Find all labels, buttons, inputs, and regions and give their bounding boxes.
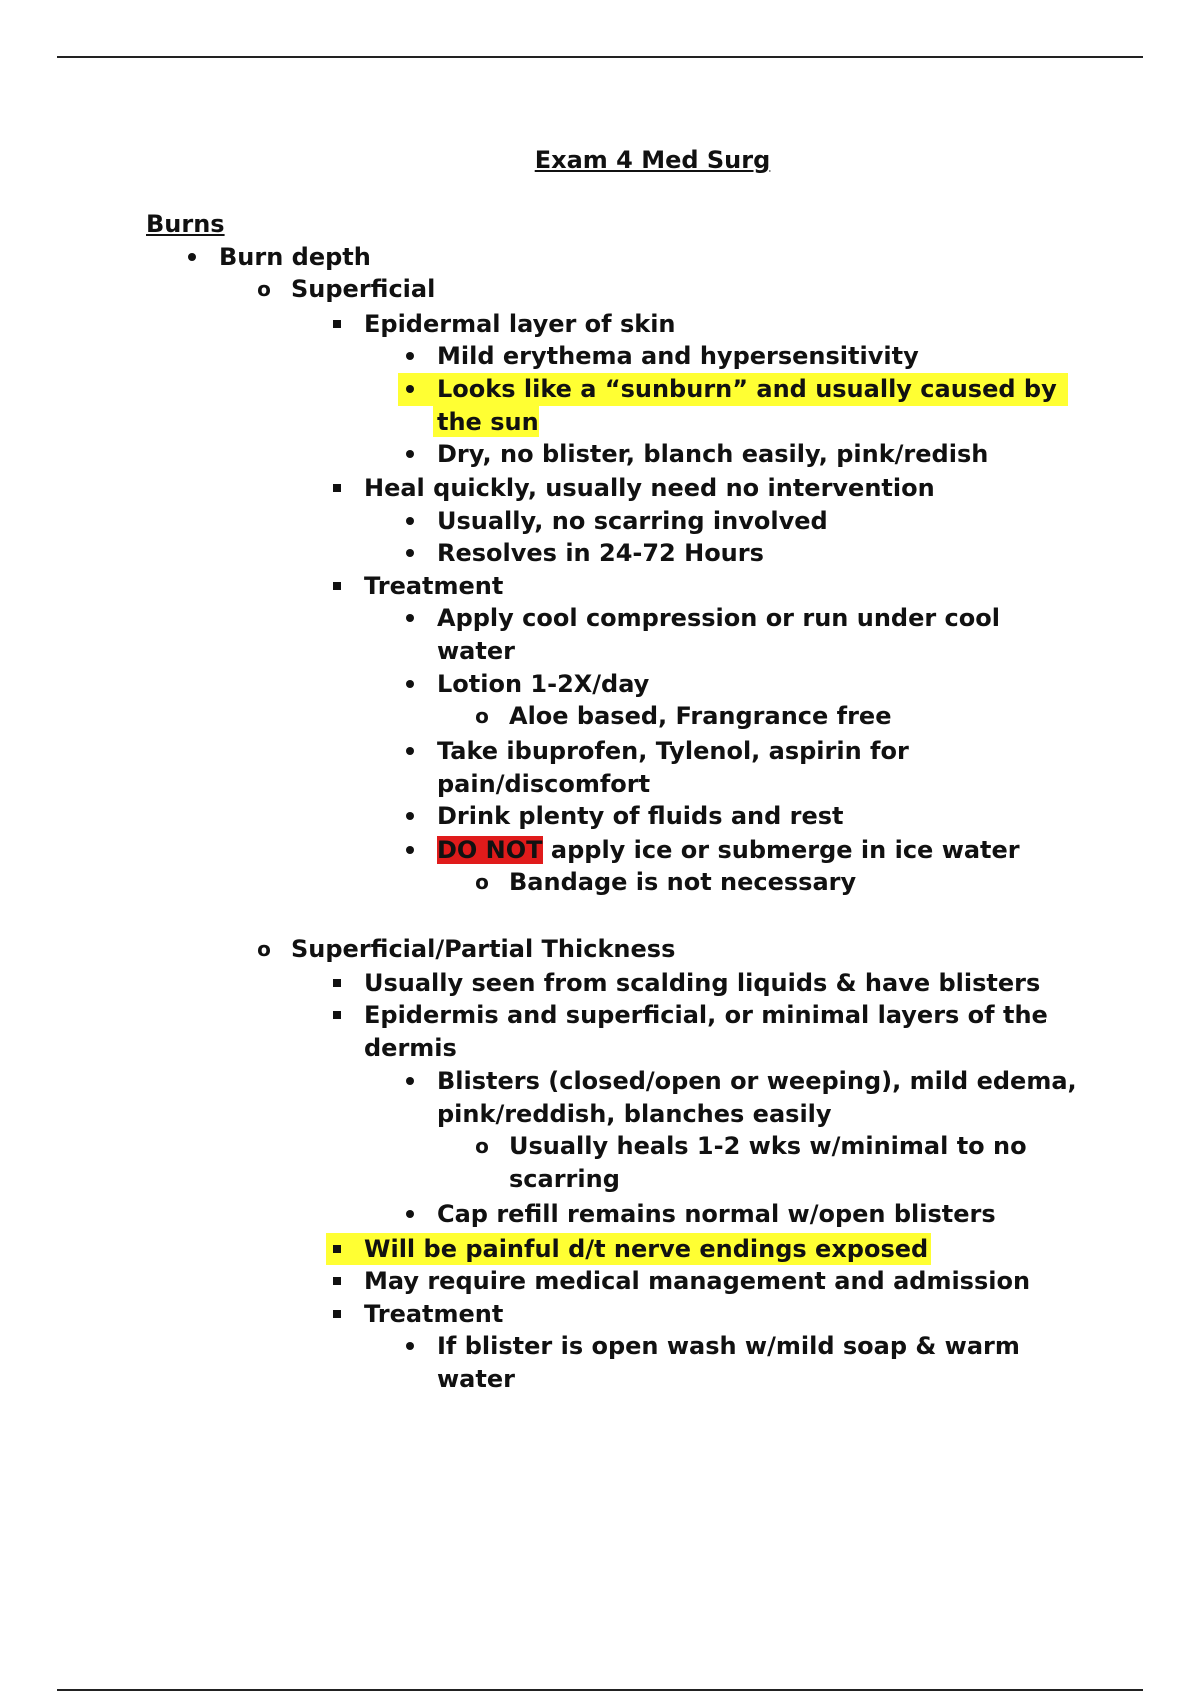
bullet-icon: [395, 602, 425, 634]
square-bullet-icon: [322, 1233, 352, 1265]
list-item: Treatment: [364, 570, 1084, 603]
list-item: Apply cool compression or run under cool water: [437, 602, 1057, 667]
square-bullet-icon: [322, 1298, 352, 1330]
list-item: Epidermal layer of skin: [364, 308, 1084, 341]
bullet-icon: [395, 505, 425, 537]
bullet-icon: [395, 735, 425, 767]
list-item: If blister is open wash w/mild soap & warm water: [437, 1330, 1057, 1395]
square-bullet-icon: [322, 570, 352, 602]
list-item: Usually, no scarring involved: [437, 505, 1087, 538]
circle-bullet-icon: o: [475, 703, 489, 728]
square-bullet-icon: [322, 967, 352, 999]
square-bullet-icon: [322, 308, 352, 340]
list-item: Burn depth: [219, 241, 1079, 274]
bullet-icon: [395, 1198, 425, 1230]
list-item: Cap refill remains normal w/open blisters: [437, 1198, 1087, 1231]
bullet-icon: [395, 1330, 425, 1362]
bullet-icon: [395, 800, 425, 832]
list-item: Take ibuprofen, Tylenol, aspirin for pain/discomfort: [437, 735, 997, 800]
list-item: Resolves in 24-72 Hours: [437, 537, 1087, 570]
bullet-icon: [395, 340, 425, 372]
page-title: Exam 4 Med Surg: [534, 146, 771, 174]
do-not-warning: DO NOT: [437, 836, 543, 864]
bullet-icon: [177, 241, 207, 273]
header-rule: [57, 56, 1143, 58]
square-bullet-icon: [322, 1265, 352, 1297]
bullet-icon: [395, 834, 425, 866]
list-item: Mild erythema and hypersensitivity: [437, 340, 1087, 373]
list-item-highlighted: Looks like a “sunburn” and usually caused by the sun: [437, 373, 1077, 438]
list-item: Treatment: [364, 1298, 1084, 1331]
circle-bullet-icon: o: [257, 276, 271, 301]
list-item: Dry, no blister, blanch easily, pink/redish: [437, 438, 1087, 471]
list-item: o Usually heals 1-2 wks w/minimal to no scarring: [509, 1130, 1049, 1195]
bullet-icon: [395, 373, 425, 405]
list-item: o Superficial: [291, 273, 1081, 306]
list-item: o Aloe based, Frangrance free: [509, 700, 1089, 733]
list-item: Heal quickly, usually need no intervention: [364, 472, 1084, 505]
circle-bullet-icon: o: [475, 869, 489, 894]
square-bullet-icon: [322, 999, 352, 1031]
list-item: Drink plenty of fluids and rest: [437, 800, 1087, 833]
bullet-icon: [395, 537, 425, 569]
list-item: May require medical management and admission: [364, 1265, 1084, 1298]
circle-bullet-icon: o: [475, 1133, 489, 1158]
bullet-icon: [395, 668, 425, 700]
list-item: Epidermis and superficial, or minimal layers of the dermis: [364, 999, 1074, 1064]
list-item: Lotion 1-2X/day: [437, 668, 1087, 701]
list-item: o Superficial/Partial Thickness: [291, 933, 1081, 966]
bullet-icon: [395, 1065, 425, 1097]
square-bullet-icon: [322, 472, 352, 504]
bullet-icon: [395, 438, 425, 470]
list-item-highlighted: Will be painful d/t nerve endings exposed: [364, 1233, 1084, 1266]
list-item: Usually seen from scalding liquids & have blisters: [364, 967, 1084, 1000]
list-item: Blisters (closed/open or weeping), mild edema, pink/reddish, blanches easily: [437, 1065, 1097, 1130]
footer-rule: [57, 1689, 1143, 1691]
list-item: DO NOT apply ice or submerge in ice water: [437, 834, 1087, 867]
list-item: o Bandage is not necessary: [509, 866, 1089, 899]
section-heading-burns: Burns: [146, 210, 225, 238]
circle-bullet-icon: o: [257, 936, 271, 961]
